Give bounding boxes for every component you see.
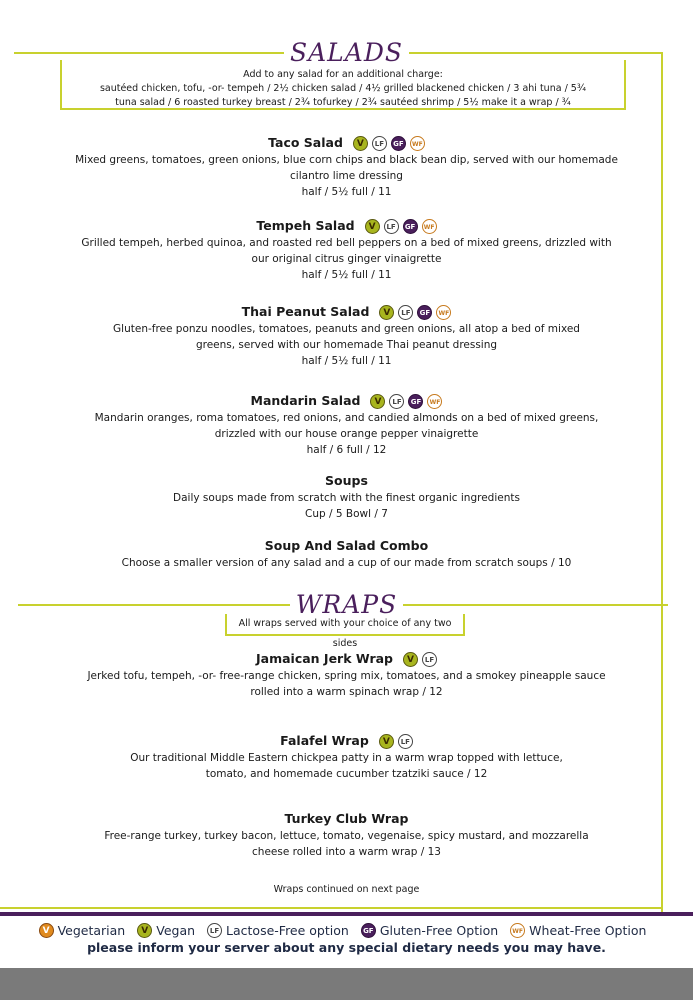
gluten-free-icon: GF bbox=[403, 219, 418, 234]
item-name: Mandarin Salad bbox=[250, 393, 361, 408]
salads-title-text: SALADS bbox=[284, 38, 409, 67]
legend-vegetarian: Vegetarian bbox=[57, 922, 126, 938]
wheat-free-icon: WF bbox=[427, 394, 442, 409]
menu-item-soup-salad-combo bbox=[20, 537, 673, 571]
vegan-icon: V bbox=[353, 136, 368, 151]
menu-item-soups bbox=[20, 472, 673, 522]
gluten-free-icon: GF bbox=[391, 136, 406, 151]
gluten-free-icon: GF bbox=[408, 394, 423, 409]
addon-line-2: tuna salad / 6 roasted turkey breast / 2¾ tofurkey / 2¾ sautéed shrimp / 5½ make it a wrap / ¾ bbox=[115, 97, 571, 108]
lactose-free-icon: LF bbox=[422, 652, 437, 667]
dietary-notice: please inform your server about any special dietary needs you may have. bbox=[87, 940, 606, 955]
item-title bbox=[20, 472, 673, 490]
item-name: Turkey Club Wrap bbox=[284, 811, 409, 826]
item-description-line-1: Jerked tofu, tempeh, -or- free-range chicken, spring mix, tomatoes, and a smokey pineapple sauce bbox=[87, 670, 606, 682]
addon-line-1: sautéed chicken, tofu, -or- tempeh / 2½ chicken salad / 4½ grilled blackened chicken / 3 ahi tuna / 5¾ bbox=[99, 83, 587, 94]
item-title bbox=[20, 650, 673, 668]
frame-bottom-line bbox=[0, 907, 663, 909]
vegan-icon: V bbox=[379, 734, 394, 749]
dietary-legend bbox=[0, 920, 693, 956]
item-description-line-1: Grilled tempeh, herbed quinoa, and roasted red bell peppers on a bed of mixed greens, drizzled with bbox=[81, 237, 612, 249]
item-title bbox=[20, 303, 673, 321]
item-description-line-2: greens, served with our homemade Thai peanut dressing bbox=[195, 339, 498, 351]
item-description-line-1: Free-range turkey, turkey bacon, lettuce, tomato, vegenaise, spicy mustard, and mozzarella bbox=[104, 830, 589, 842]
item-name: Soups bbox=[325, 473, 368, 488]
item-price: half / 5½ full / 11 bbox=[301, 355, 392, 367]
item-description-line-2: cheese rolled into a warm wrap / 13 bbox=[252, 846, 441, 858]
item-description-line-2: drizzled with our house orange pepper vinaigrette bbox=[214, 428, 479, 440]
menu-item-mandarin-salad bbox=[20, 392, 673, 458]
item-title bbox=[20, 392, 673, 410]
menu-item-thai-peanut-salad bbox=[20, 303, 673, 369]
footer-bar bbox=[0, 968, 693, 1000]
legend-wheat-free: Wheat-Free Option bbox=[529, 922, 647, 938]
wraps-title-text: WRAPS bbox=[290, 590, 404, 619]
menu-item-taco-salad bbox=[20, 134, 673, 200]
item-name: Falafel Wrap bbox=[280, 733, 369, 748]
item-title bbox=[20, 810, 673, 828]
gluten-free-icon: GF bbox=[417, 305, 432, 320]
item-description-line-1: Daily soups made from scratch with the finest organic ingredients bbox=[173, 492, 520, 504]
wheat-free-icon: WF bbox=[410, 136, 425, 151]
wheat-free-icon: WF bbox=[436, 305, 451, 320]
vegan-icon: V bbox=[370, 394, 385, 409]
lactose-free-icon: LF bbox=[398, 734, 413, 749]
item-name: Taco Salad bbox=[268, 135, 343, 150]
wheat-free-icon: WF bbox=[510, 923, 525, 938]
item-name: Soup And Salad Combo bbox=[264, 538, 429, 553]
item-description-line-1: Mandarin oranges, roma tomatoes, red onions, and candied almonds on a bed of mixed greens, bbox=[94, 412, 599, 424]
lactose-free-icon: LF bbox=[207, 923, 222, 938]
item-description-line-2: cilantro lime dressing bbox=[290, 170, 403, 182]
vegetarian-icon: V bbox=[39, 923, 54, 938]
item-description-line-1: Mixed greens, tomatoes, green onions, blue corn chips and black bean dip, served with our homemade bbox=[75, 154, 618, 166]
item-description-line-1: Our traditional Middle Eastern chickpea patty in a warm wrap topped with lettuce, bbox=[130, 752, 563, 764]
menu-item-falafel-wrap bbox=[20, 732, 673, 782]
menu-item-jamaican-jerk-wrap bbox=[20, 650, 673, 700]
addon-heading: Add to any salad for an additional charge: bbox=[243, 69, 443, 80]
lactose-free-icon: LF bbox=[398, 305, 413, 320]
vegan-icon: V bbox=[137, 923, 152, 938]
salad-addon-box bbox=[60, 60, 626, 110]
item-name: Tempeh Salad bbox=[256, 218, 355, 233]
item-description-line-1: Gluten-free ponzu noodles, tomatoes, peanuts and green onions, all atop a bed of mixed bbox=[113, 323, 580, 335]
menu-item-tempeh-salad bbox=[20, 217, 673, 283]
item-description-line-2: rolled into a warm spinach wrap / 12 bbox=[250, 686, 443, 698]
legend-row bbox=[0, 920, 693, 940]
lactose-free-icon: LF bbox=[372, 136, 387, 151]
vegan-icon: V bbox=[365, 219, 380, 234]
legend-gluten-free: Gluten-Free Option bbox=[379, 922, 499, 938]
legend-lactose-free: Lactose-Free option bbox=[226, 922, 349, 938]
vegan-icon: V bbox=[379, 305, 394, 320]
lactose-free-icon: LF bbox=[384, 219, 399, 234]
vegan-icon: V bbox=[403, 652, 418, 667]
footer-divider bbox=[0, 912, 693, 916]
item-title bbox=[20, 732, 673, 750]
item-description-line-1: Choose a smaller version of any salad and a cup of our made from scratch soups / 10 bbox=[121, 557, 572, 569]
wheat-free-icon: WF bbox=[422, 219, 437, 234]
lactose-free-icon: LF bbox=[389, 394, 404, 409]
item-price: half / 5½ full / 11 bbox=[301, 186, 392, 198]
item-description-line-2: tomato, and homemade cucumber tzatziki sauce / 12 bbox=[205, 768, 488, 780]
wraps-note: All wraps served with your choice of any two sides bbox=[225, 614, 465, 636]
item-title bbox=[20, 537, 673, 555]
continued-note: Wraps continued on next page bbox=[273, 884, 420, 895]
item-title bbox=[20, 217, 673, 235]
item-price: half / 6 full / 12 bbox=[306, 444, 387, 456]
item-name: Thai Peanut Salad bbox=[241, 304, 370, 319]
legend-vegan: Vegan bbox=[156, 922, 196, 938]
item-title bbox=[20, 134, 673, 152]
item-description-line-2: our original citrus ginger vinaigrette bbox=[251, 253, 442, 265]
item-price: half / 5½ full / 11 bbox=[301, 269, 392, 281]
item-name: Jamaican Jerk Wrap bbox=[256, 651, 393, 666]
gluten-free-icon: GF bbox=[361, 923, 376, 938]
item-price: Cup / 5 Bowl / 7 bbox=[305, 508, 388, 520]
menu-item-turkey-club-wrap bbox=[20, 810, 673, 860]
